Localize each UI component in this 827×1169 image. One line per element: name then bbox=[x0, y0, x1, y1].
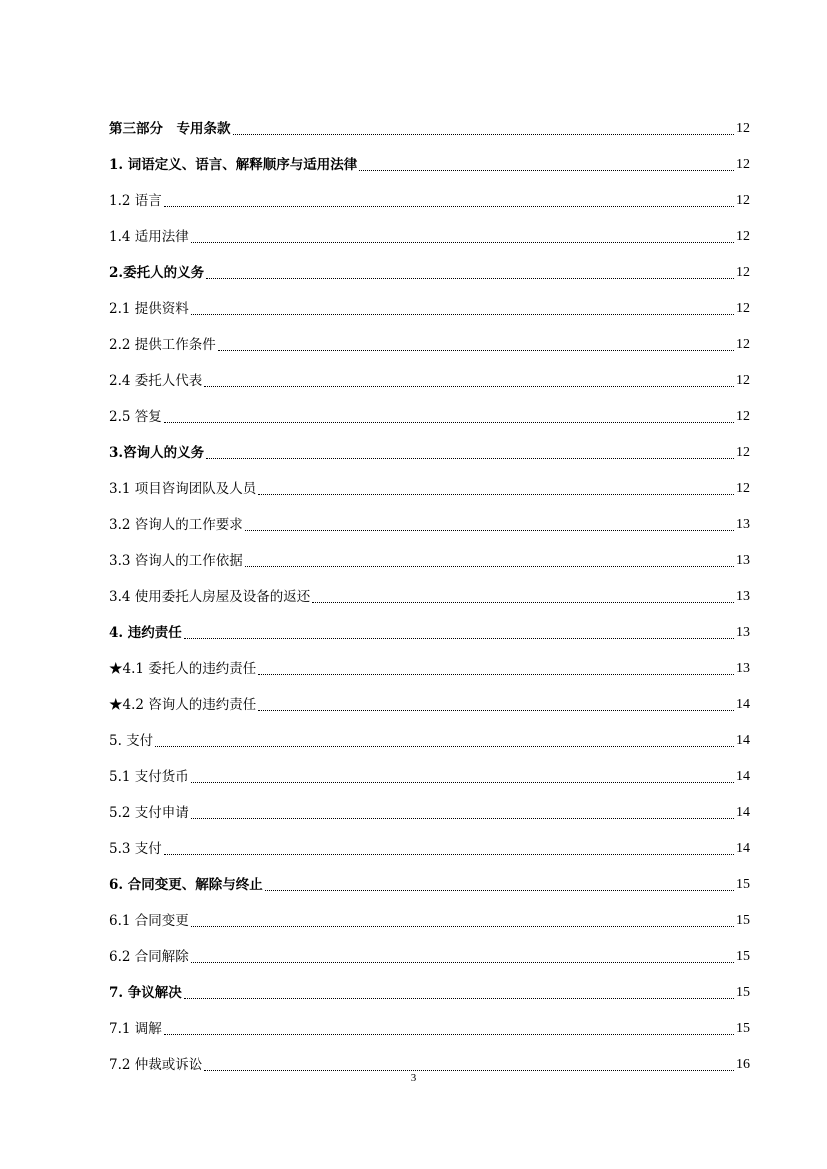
toc-entry[interactable] bbox=[109, 824, 750, 860]
toc-entry-title: 2.2 提供工作条件 bbox=[109, 337, 216, 353]
toc-entry[interactable] bbox=[109, 860, 750, 896]
toc-entry-title: 6. 合同变更、解除与终止 bbox=[109, 877, 263, 893]
dot-leader bbox=[359, 170, 734, 171]
dot-leader bbox=[164, 422, 734, 423]
toc-entry-title: 7.2 仲裁或诉讼 bbox=[109, 1057, 203, 1073]
toc-entry-title: ★4.1 委托人的违约责任 bbox=[109, 661, 257, 677]
toc-entry-title: 6.2 合同解除 bbox=[109, 949, 189, 965]
dot-leader bbox=[245, 566, 734, 567]
toc-entry[interactable] bbox=[109, 608, 750, 644]
dot-leader bbox=[258, 710, 734, 711]
toc-entry-page: 12 bbox=[736, 373, 750, 388]
toc-entry-page: 14 bbox=[736, 805, 750, 820]
toc-entry-page: 12 bbox=[736, 157, 750, 172]
dot-leader bbox=[312, 602, 734, 603]
toc-entry[interactable] bbox=[109, 644, 750, 680]
toc-entry-page: 12 bbox=[736, 445, 750, 460]
dot-leader bbox=[184, 998, 734, 999]
table-of-contents bbox=[109, 104, 750, 1076]
toc-entry-title: 5.2 支付申请 bbox=[109, 805, 189, 821]
dot-leader bbox=[206, 278, 734, 279]
toc-entry-page: 14 bbox=[736, 697, 750, 712]
toc-entry-title: 1. 词语定义、语言、解释顺序与适用法律 bbox=[109, 157, 358, 173]
toc-entry-title: 6.1 合同变更 bbox=[109, 913, 189, 929]
dot-leader bbox=[191, 962, 734, 963]
dot-leader bbox=[265, 890, 734, 891]
toc-entry-page: 16 bbox=[736, 1057, 750, 1072]
dot-leader bbox=[233, 134, 735, 135]
toc-entry[interactable] bbox=[109, 932, 750, 968]
toc-entry[interactable] bbox=[109, 1040, 750, 1076]
toc-entry-title: 2.委托人的义务 bbox=[109, 265, 205, 281]
dot-leader bbox=[191, 242, 734, 243]
toc-entry-title: 5.3 支付 bbox=[109, 841, 162, 857]
toc-entry-title: 2.4 委托人代表 bbox=[109, 373, 203, 389]
toc-entry[interactable] bbox=[109, 428, 750, 464]
toc-entry-page: 12 bbox=[736, 193, 750, 208]
toc-entry[interactable] bbox=[109, 1004, 750, 1040]
toc-entry[interactable] bbox=[109, 572, 750, 608]
toc-entry-title: 5. 支付 bbox=[109, 733, 154, 749]
toc-entry[interactable] bbox=[109, 176, 750, 212]
toc-entry[interactable] bbox=[109, 680, 750, 716]
toc-entry-page: 13 bbox=[736, 625, 750, 640]
toc-entry[interactable] bbox=[109, 788, 750, 824]
toc-entry-page: 12 bbox=[736, 229, 750, 244]
toc-entry-page: 13 bbox=[736, 589, 750, 604]
toc-entry-page: 12 bbox=[736, 121, 750, 136]
page-number: 3 bbox=[410, 1072, 417, 1084]
dot-leader bbox=[191, 926, 734, 927]
toc-entry-page: 13 bbox=[736, 553, 750, 568]
dot-leader bbox=[258, 674, 734, 675]
toc-entry[interactable] bbox=[109, 536, 750, 572]
toc-entry-title: 1.4 适用法律 bbox=[109, 229, 189, 245]
toc-entry[interactable] bbox=[109, 392, 750, 428]
toc-entry-title: 3.3 咨询人的工作依据 bbox=[109, 553, 243, 569]
toc-entry-page: 12 bbox=[736, 301, 750, 316]
toc-entry-page: 14 bbox=[736, 769, 750, 784]
toc-entry[interactable] bbox=[109, 716, 750, 752]
toc-entry-page: 12 bbox=[736, 481, 750, 496]
toc-entry-title: 2.1 提供资料 bbox=[109, 301, 189, 317]
toc-entry-title: ★4.2 咨询人的违约责任 bbox=[109, 697, 257, 713]
dot-leader bbox=[258, 494, 734, 495]
toc-entry-page: 13 bbox=[736, 661, 750, 676]
toc-entry-title: 3.咨询人的义务 bbox=[109, 445, 205, 461]
toc-entry-page: 14 bbox=[736, 841, 750, 856]
dot-leader bbox=[191, 818, 734, 819]
dot-leader bbox=[155, 746, 734, 747]
dot-leader bbox=[191, 782, 734, 783]
toc-entry[interactable] bbox=[109, 896, 750, 932]
toc-entry-page: 15 bbox=[736, 949, 750, 964]
toc-entry-title: 4. 违约责任 bbox=[109, 625, 182, 641]
dot-leader bbox=[204, 1070, 734, 1071]
toc-entry[interactable] bbox=[109, 500, 750, 536]
toc-entry-title: 3.1 项目咨询团队及人员 bbox=[109, 481, 257, 497]
toc-entry[interactable] bbox=[109, 752, 750, 788]
toc-entry-page: 13 bbox=[736, 517, 750, 532]
toc-entry-title: 1.2 语言 bbox=[109, 193, 162, 209]
toc-entry-page: 14 bbox=[736, 733, 750, 748]
toc-entry-title: 3.2 咨询人的工作要求 bbox=[109, 517, 243, 533]
dot-leader bbox=[206, 458, 734, 459]
dot-leader bbox=[164, 1034, 734, 1035]
toc-entry[interactable] bbox=[109, 320, 750, 356]
toc-entry-page: 15 bbox=[736, 877, 750, 892]
dot-leader bbox=[184, 638, 734, 639]
dot-leader bbox=[164, 206, 734, 207]
toc-entry[interactable] bbox=[109, 356, 750, 392]
toc-entry-title: 第三部分 专用条款 bbox=[109, 121, 231, 137]
dot-leader bbox=[191, 314, 734, 315]
toc-entry-title: 7. 争议解决 bbox=[109, 985, 182, 1001]
dot-leader bbox=[245, 530, 734, 531]
dot-leader bbox=[164, 854, 734, 855]
toc-entry-title: 2.5 答复 bbox=[109, 409, 162, 425]
toc-entry-page: 12 bbox=[736, 409, 750, 424]
toc-entry-page: 12 bbox=[736, 337, 750, 352]
toc-entry-title: 3.4 使用委托人房屋及设备的返还 bbox=[109, 589, 311, 605]
toc-entry[interactable] bbox=[109, 104, 750, 140]
toc-entry[interactable] bbox=[109, 968, 750, 1004]
dot-leader bbox=[204, 386, 734, 387]
toc-entry[interactable] bbox=[109, 212, 750, 248]
toc-entry[interactable] bbox=[109, 140, 750, 176]
toc-entry-page: 12 bbox=[736, 265, 750, 280]
toc-entry[interactable] bbox=[109, 464, 750, 500]
toc-entry-title: 5.1 支付货币 bbox=[109, 769, 189, 785]
toc-entry-title: 7.1 调解 bbox=[109, 1021, 162, 1037]
toc-entry-page: 15 bbox=[736, 985, 750, 1000]
toc-entry-page: 15 bbox=[736, 913, 750, 928]
toc-entry-page: 15 bbox=[736, 1021, 750, 1036]
toc-entry[interactable] bbox=[109, 248, 750, 284]
toc-entry[interactable] bbox=[109, 284, 750, 320]
dot-leader bbox=[218, 350, 734, 351]
